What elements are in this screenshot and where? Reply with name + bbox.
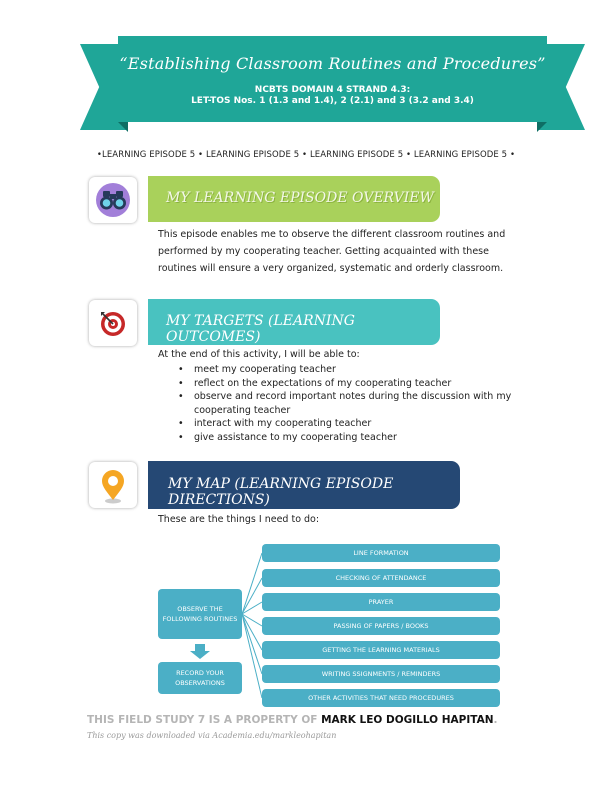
routine-learning-materials: GETTING THE LEARNING MATERIALS	[262, 641, 500, 659]
targets-lead: At the end of this activity, I will be able to:	[158, 349, 360, 360]
ownership-prefix: THIS FIELD STUDY 7 IS A PROPERTY OF	[87, 714, 318, 726]
routine-passing-papers: PASSING OF PAPERS / BOOKS	[262, 617, 500, 635]
routine-line-formation: LINE FORMATION	[262, 544, 500, 562]
map-lead: These are the things I need to do:	[158, 514, 320, 525]
list-item: • give assistance to my cooperating teacher	[178, 431, 558, 445]
list-item: • meet my cooperating teacher	[178, 363, 558, 377]
routine-prayer: PRAYER	[262, 593, 500, 611]
download-notice: This copy was downloaded via Academia.edu/markleohapitan	[87, 731, 337, 740]
overview-title: MY LEARNING EPISODE OVERVIEW	[166, 190, 434, 206]
targets-title: MY TARGETS (LEARNING OUTCOMES)	[166, 313, 355, 345]
record-observations-box: RECORD YOUR OBSERVATIONS	[158, 662, 242, 694]
page-title: “Establishing Classroom Routines and Procedures”	[119, 54, 546, 73]
overview-line-2: performed by my cooperating teacher. Getting acquainted with these	[158, 246, 489, 257]
observe-routines-box: OBSERVE THE FOLLOWING ROUTINES	[158, 589, 242, 639]
ownership-suffix: .	[493, 714, 498, 726]
list-item: • observe and record important notes during the discussion with my cooperating teacher	[178, 390, 558, 417]
list-item: • reflect on the expectations of my cooperating teacher	[178, 377, 558, 391]
subtitle-line-1: NCBTS DOMAIN 4 STRAND 4.3:	[254, 85, 411, 95]
owner-name: MARK LEO DOGILLO HAPITAN	[321, 714, 494, 726]
map-title: MY MAP (LEARNING EPISODE DIRECTIONS)	[168, 476, 394, 508]
routine-writing-assignments: WRITING SSIGNMENTS / REMINDERS	[262, 665, 500, 683]
subtitle-line-2: LET-TOS Nos. 1 (1.3 and 1.4), 2 (2.1) and 3 (3.2 and 3.4)	[191, 96, 474, 106]
routine-checking-attendance: CHECKING OF ATTENDANCE	[262, 569, 500, 587]
down-arrow-icon	[190, 644, 210, 659]
list-item: • interact with my cooperating teacher	[178, 417, 558, 431]
overview-line-1: This episode enables me to observe the different classroom routines and	[158, 229, 506, 240]
ownership-notice	[87, 714, 498, 726]
overview-line-3: routines will ensure a very organized, systematic and orderly classroom.	[158, 263, 504, 274]
routine-other-activities: OTHER ACTIVITIES THAT NEED PROCEDURES	[262, 689, 500, 707]
episodes-line: •LEARNING EPISODE 5 • LEARNING EPISODE 5 • LEARNING EPISODE 5 • LEARNING EPISODE 5 •	[96, 150, 516, 160]
